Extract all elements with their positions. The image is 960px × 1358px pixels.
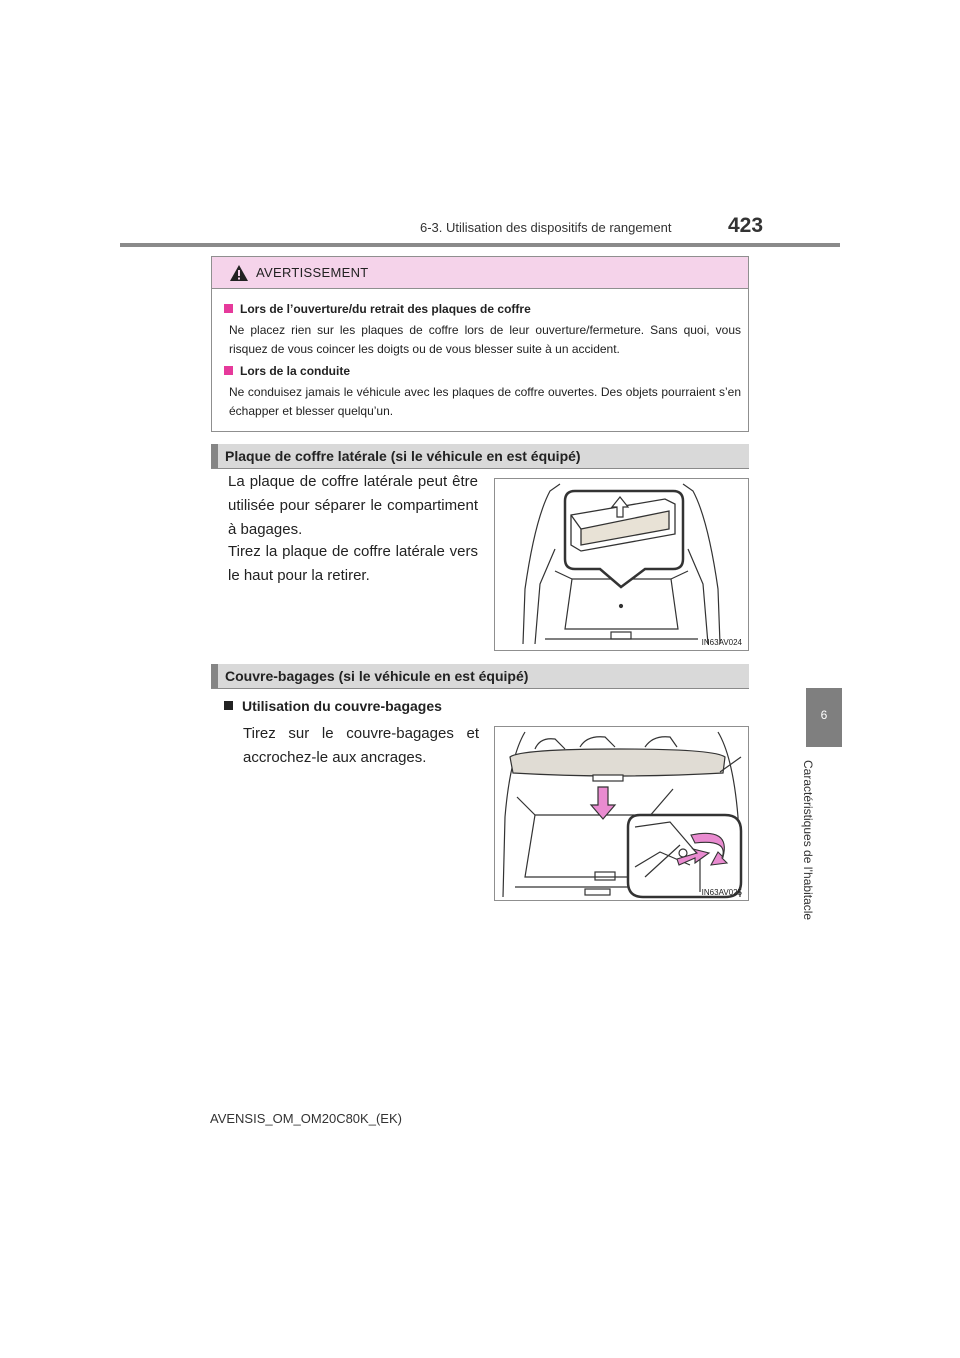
body-paragraph: Tirez la plaque de coffre latérale vers le haut pour la retirer.: [228, 543, 478, 584]
chapter-number: 6: [820, 708, 828, 722]
section-rule: [211, 468, 749, 469]
section-heading-tonneau-cover: [211, 664, 749, 688]
header-rule: [120, 243, 840, 247]
square-bullet-icon: [224, 366, 233, 375]
warning-triangle-icon: [229, 264, 249, 282]
arrow-down-icon: [591, 787, 615, 819]
document-id: AVENSIS_OM_OM20C80K_(EK): [210, 1111, 402, 1126]
warning-item-title: Lors de l’ouverture/du retrait des plaques de coffre: [224, 302, 531, 316]
section-title: Plaque de coffre latérale (si le véhicule en est équipé): [225, 448, 581, 464]
warning-item-title: Lors de la conduite: [224, 364, 350, 378]
luggage-compartment-illustration: [495, 479, 748, 650]
body-paragraph: La plaque de coffre latérale peut être utilisée pour séparer le compartiment à bagages.: [228, 473, 478, 538]
body-paragraph: Tirez sur le couvre-bagages et accrochez-le aux ancrages.: [243, 725, 479, 766]
square-bullet-icon: [224, 701, 233, 710]
section-title: Couvre-bagages (si le véhicule en est équipé): [225, 668, 529, 684]
warning-box: [211, 256, 749, 432]
figure-tonneau-cover: [494, 726, 749, 901]
section-rule: [211, 688, 749, 689]
header-section-title: 6-3. Utilisation des dispositifs de rangement: [420, 220, 672, 235]
figure-side-deck-board: [494, 478, 749, 651]
section-heading-side-deck-board: [211, 444, 749, 468]
warning-title: AVERTISSEMENT: [256, 265, 369, 280]
warning-item-text: Ne conduisez jamais le véhicule avec les plaques de coffre ouvertes. Des objets pourraient s’en échapper et blesser quelqu’un.: [229, 385, 741, 418]
warning-item-text: Ne placez rien sur les plaques de coffre lors de leur ouverture/fermeture. Sans quoi, vous risquez de vous coincer les doigts ou de vous blesser suite à un accident.: [229, 323, 741, 356]
chapter-title: Caractéristiques de l’habitacle: [801, 760, 815, 921]
page-number: 423: [728, 214, 764, 237]
square-bullet-icon: [224, 304, 233, 313]
warning-header: [212, 257, 748, 289]
sub-heading: Utilisation du couvre-bagages: [224, 698, 442, 714]
figure-code: IN63AV024: [701, 638, 742, 647]
figure-code: IN63AV025: [701, 888, 742, 897]
tonneau-cover-illustration: [495, 727, 748, 900]
